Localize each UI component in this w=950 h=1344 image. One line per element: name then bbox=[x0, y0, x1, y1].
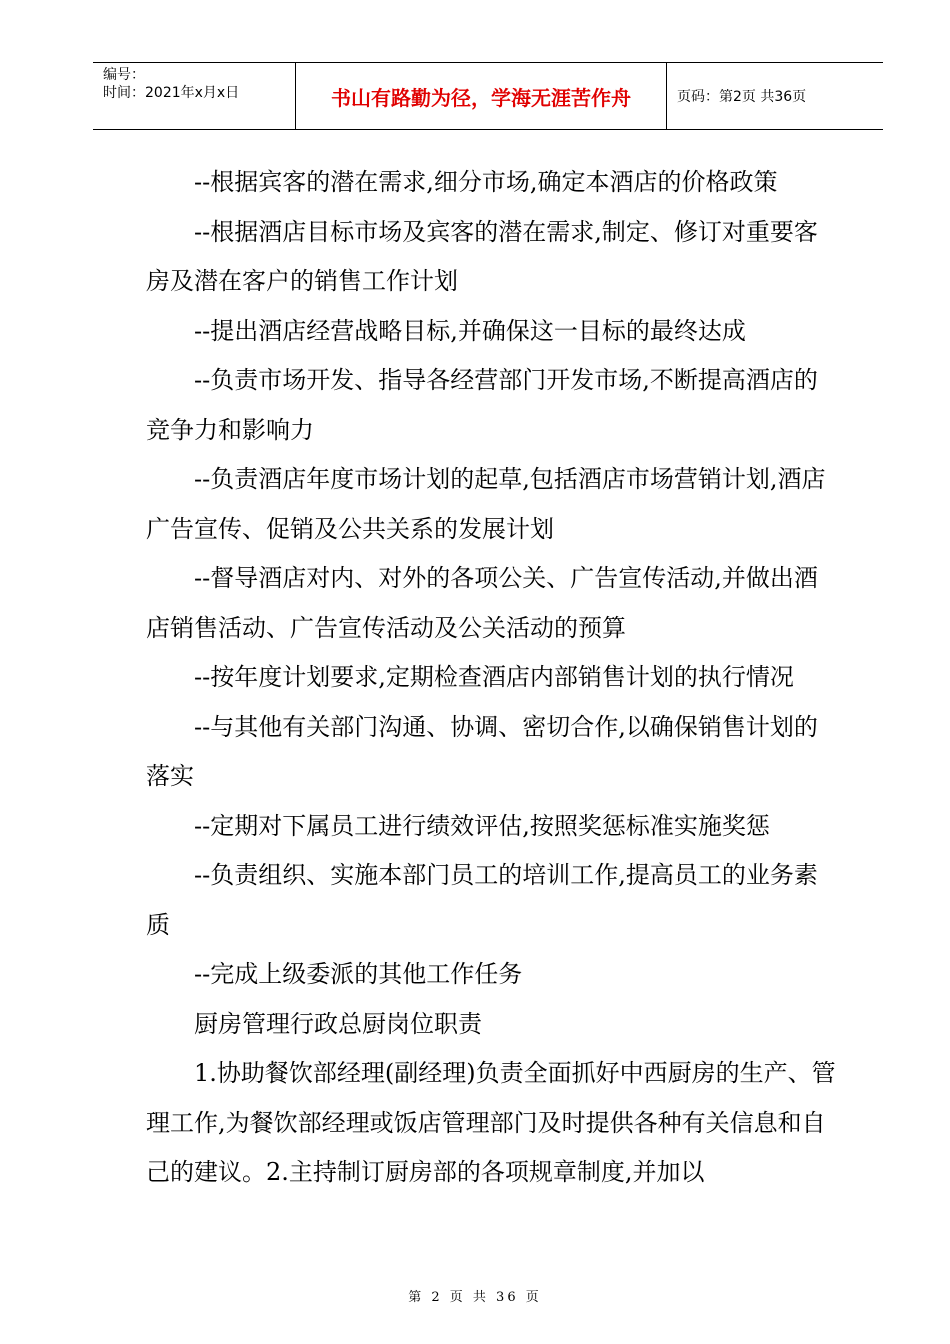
document-body bbox=[146, 158, 836, 1198]
paragraph: --按年度计划要求,定期检查酒店内部销售计划的执行情况 bbox=[194, 663, 794, 691]
page-header bbox=[93, 62, 883, 130]
page-footer: 第 2 页 共 36 页 bbox=[408, 1290, 542, 1305]
paragraph: --根据酒店目标市场及宾客的潜在需求,制定、修订对重要客房及潜在客户的销售工作计划 bbox=[146, 217, 818, 295]
section-heading: 厨房管理行政总厨岗位职责 bbox=[194, 1009, 482, 1038]
paragraph: --负责酒店年度市场计划的起草,包括酒店市场营销计划,酒店广告宣传、促销及公共关系的发展计划 bbox=[146, 465, 826, 543]
paragraph: 1.协助餐饮部经理(副经理)负责全面抓好中西厨房的生产、管理工作,为餐饮部经理或饭店管理部门及时提供各种有关信息和自己的建议。2.主持制订厨房部的各项规章制度,并加以 bbox=[146, 1059, 836, 1186]
paragraph: --负责市场开发、指导各经营部门开发市场,不断提高酒店的竞争力和影响力 bbox=[146, 366, 818, 444]
paragraph: --定期对下属员工进行绩效评估,按照奖惩标准实施奖惩 bbox=[194, 811, 770, 840]
paragraph: --完成上级委派的其他工作任务 bbox=[194, 960, 523, 988]
header-motto: 书山有路勤为径，学海无涯苦作舟 bbox=[295, 63, 667, 129]
paragraph: --根据宾客的潜在需求,细分市场,确定本酒店的价格政策 bbox=[194, 168, 778, 196]
time-label: 时间：2021年x月x日 bbox=[103, 85, 240, 101]
paragraph: --负责组织、实施本部门员工的培训工作,提高员工的业务素质 bbox=[146, 861, 818, 939]
paragraph: --督导酒店对内、对外的各项公关、广告宣传活动,并做出酒店销售活动、广告宣传活动及公关活动的预算 bbox=[146, 564, 818, 642]
paragraph: --提出酒店经营战略目标,并确保这一目标的最终达成 bbox=[194, 316, 746, 345]
header-page-number: 页码：第2页 共36页 bbox=[677, 89, 807, 105]
code-label: 编号： bbox=[103, 67, 145, 83]
paragraph: --与其他有关部门沟通、协调、密切合作,以确保销售计划的落实 bbox=[146, 712, 818, 790]
header-meta bbox=[93, 63, 295, 129]
